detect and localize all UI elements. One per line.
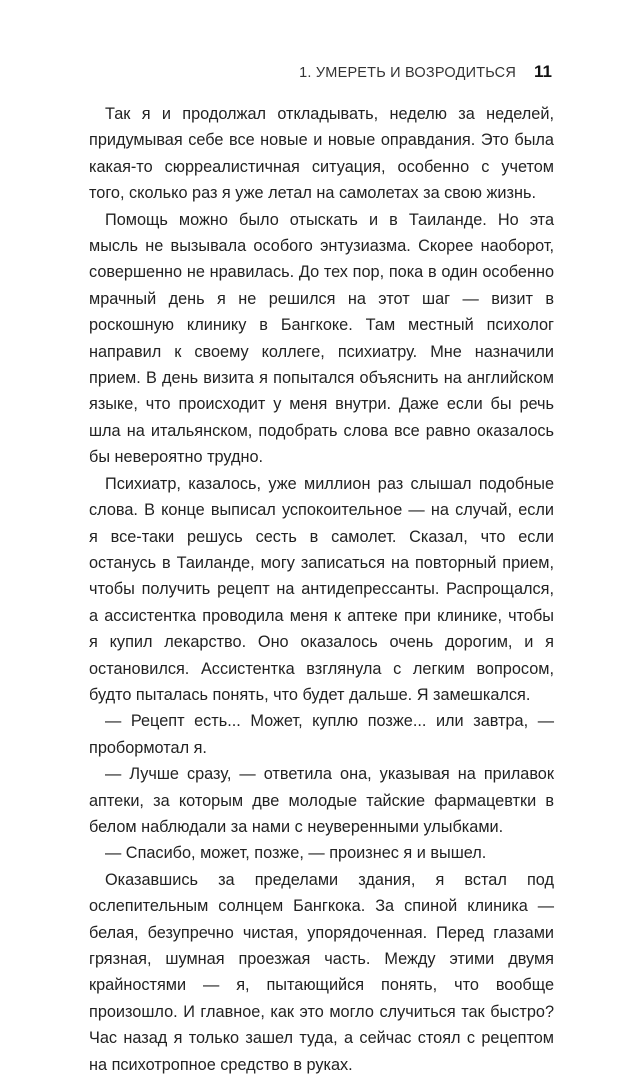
dialogue-line: — Лучше сразу, — ответила она, указывая на прилавок аптеки, за которым две молодые тайские фармацевтки в белом наблюдали за нами с неуверенными улыбками. xyxy=(89,765,554,836)
paragraph: Так я и продолжал откладывать, неделю за неделей, придумывая себе все новые и новые оправдания. Это была какая-то сюрреалистичная ситуация, особенно с учетом того, сколько раз я уже летал на самолетах за свою жизнь. xyxy=(89,105,554,203)
paragraph: Помощь можно было отыскать и в Таиланде. Но эта мысль не вызывала особого энтузиазма. Скорее наоборот, совершенно не нравилась. До тех пор, пока в один особенно мрачный день я не решился на этот шаг — визит в роскошную клинику в Бангкоке. Там местный психолог направил к своему коллеге, психиатру. Мне назначили прием. В день визита я попытался объяснить на английском языке, что происходит у меня внутри. Даже если бы речь шла на итальянском, подобрать слова все равно оказалось бы невероятно трудно. xyxy=(89,210,554,467)
dialogue-line: — Рецепт есть... Может, куплю позже... или завтра, — пробормотал я. xyxy=(89,712,554,757)
chapter-title: 1. УМЕРЕТЬ И ВОЗРОДИТЬСЯ xyxy=(299,65,517,81)
running-head xyxy=(90,62,552,82)
page-number: 11 xyxy=(534,62,552,81)
paragraph: Психиатр, казалось, уже миллион раз слышал подобные слова. В конце выписал успокоительное — на случай, если я все-таки решусь сесть в самолет. Сказал, что если останусь в Таиланде, могу записаться на повторный прием, чтобы получить рецепт на антидепрессанты. Распрощался, а ассистентка проводила меня к аптеке при клинике, чтобы я купил лекарство. Оно оказалось очень дорогим, и я остановился. Ассистентка взглянула с легким вопросом, будто пыталась понять, что будет дальше. Я замешкался. xyxy=(89,474,554,704)
paragraph: Оказавшись за пределами здания, я встал под ослепительным солнцем Бангкока. За спиной клиника — белая, безупречно чистая, упорядоченная. Перед глазами грязная, шумная проезжая часть. Между этими двумя крайностями — я, пытающийся понять, что вообще произошло. И главное, как это могло случиться так быстро? Час назад я только зашел туда, а сейчас стоял с рецептом на психотропное средство в руках. xyxy=(89,870,554,1074)
body-text xyxy=(89,101,554,1078)
dialogue-line: — Спасибо, может, позже, — произнес я и вышел. xyxy=(105,844,487,863)
